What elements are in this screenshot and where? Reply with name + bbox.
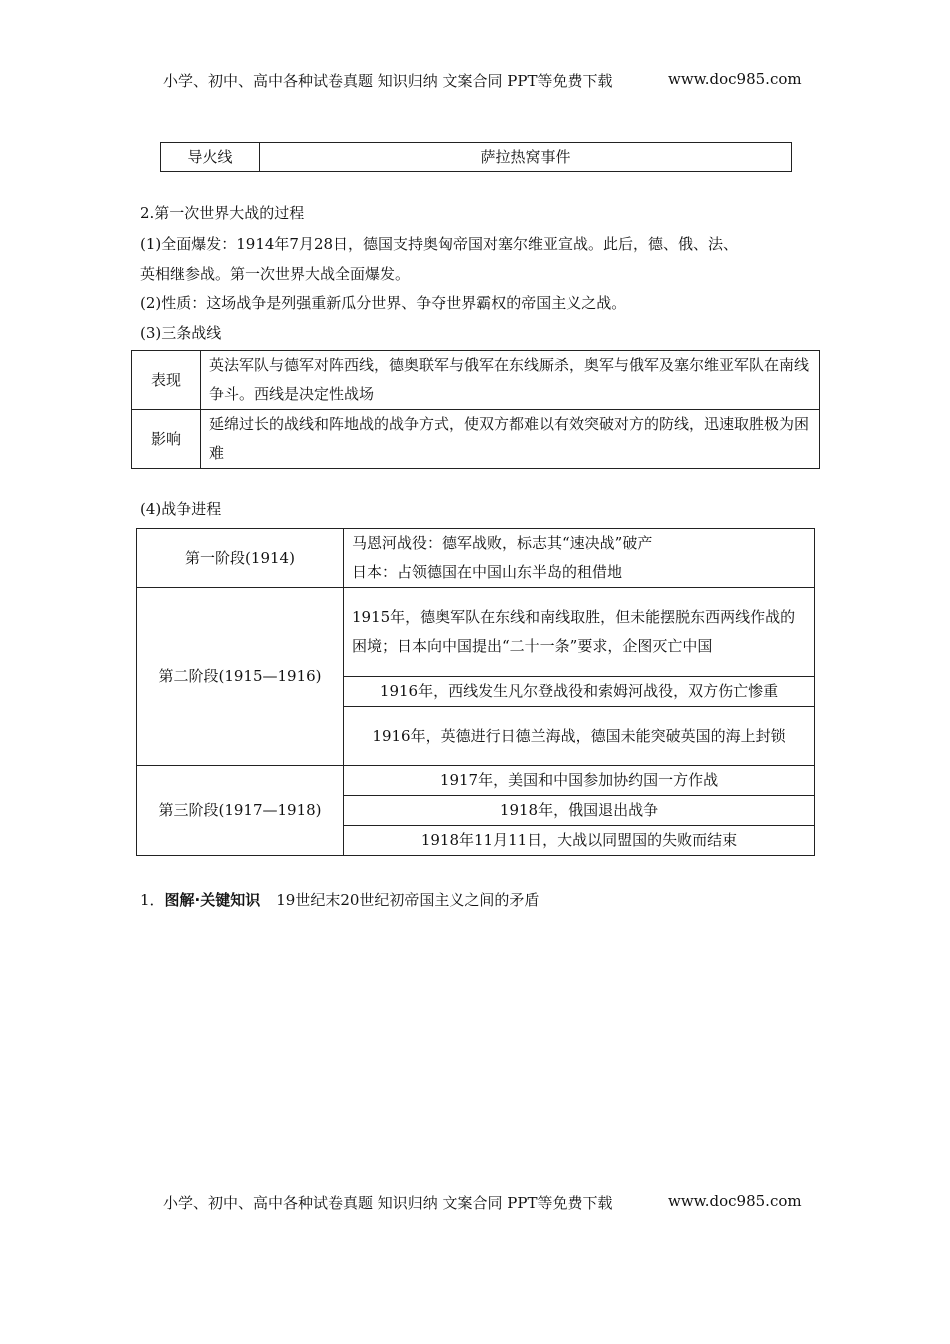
stage-cell: 1918年11月11日，大战以同盟国的失败而结束 (344, 826, 815, 856)
stage-cell: 1915年，德奥军队在东线和南线取胜，但未能摆脱东西两线作战的困境；日本向中国提出“二十一条”要求，企图灭亡中国 (344, 588, 815, 677)
table-row (137, 766, 815, 796)
paragraph-outbreak-2: 英相继参战。第一次世界大战全面爆发。 (140, 265, 411, 283)
fronts-table (131, 350, 820, 469)
header-url[interactable]: www.doc985.com (668, 70, 802, 88)
paragraph-process: (4)战争进程 (140, 500, 222, 518)
key-label: 图解·关键知识 (164, 891, 261, 909)
fuse-label: 导火线 (161, 143, 260, 172)
stage-cell: 1918年，俄国退出战争 (344, 796, 815, 826)
stage-cell (344, 529, 815, 588)
paragraph-nature: (2)性质：这场战争是列强重新瓜分世界、争夺世界霸权的帝国主义之战。 (140, 294, 627, 312)
table-row (137, 529, 815, 588)
key-number: 1． (140, 891, 165, 909)
fronts-text: 英法军队与德军对阵西线，德奥联军与俄军在东线厮杀，奥军与俄军及塞尔维亚军队在南线争斗。西线是决定性战场 (201, 351, 820, 410)
fuse-table (160, 142, 792, 172)
paragraph-fronts: (3)三条战线 (140, 324, 222, 342)
key-knowledge-heading (140, 889, 539, 910)
fuse-value: 萨拉热窝事件 (260, 143, 792, 172)
stage-line: 马恩河战役：德军战败，标志其“速决战”破产 (352, 534, 653, 552)
section-title: 2.第一次世界大战的过程 (140, 204, 305, 222)
paragraph-outbreak-1: (1)全面爆发：1914年7月28日，德国支持奥匈帝国对塞尔维亚宣战。此后，德、俄、法、 (140, 235, 739, 253)
stage-cell: 1916年，英德进行日德兰海战，德国未能突破英国的海上封锁 (344, 707, 815, 766)
key-text: 19世纪末20世纪初帝国主义之间的矛盾 (276, 891, 540, 909)
process-table (136, 528, 815, 856)
table-row (137, 588, 815, 677)
table-row (161, 143, 792, 172)
fronts-label: 表现 (132, 351, 201, 410)
stage-label: 第三阶段(1917—1918) (137, 766, 344, 856)
stage-cell: 1917年，美国和中国参加协约国一方作战 (344, 766, 815, 796)
fronts-label: 影响 (132, 410, 201, 469)
stage-cell: 1916年，西线发生凡尔登战役和索姆河战役，双方伤亡惨重 (344, 677, 815, 707)
fronts-text: 延绵过长的战线和阵地战的战争方式，使双方都难以有效突破对方的防线，迅速取胜极为困难 (201, 410, 820, 469)
stage-label: 第二阶段(1915—1916) (137, 588, 344, 766)
table-row (132, 410, 820, 469)
stage-line: 日本：占领德国在中国山东半岛的租借地 (352, 563, 623, 581)
header-text: 小学、初中、高中各种试卷真题 知识归纳 文案合同 PPT等免费下载 (163, 72, 613, 90)
table-row (132, 351, 820, 410)
footer-text: 小学、初中、高中各种试卷真题 知识归纳 文案合同 PPT等免费下载 (163, 1194, 613, 1212)
footer-url[interactable]: www.doc985.com (668, 1192, 802, 1210)
stage-label: 第一阶段(1914) (137, 529, 344, 588)
